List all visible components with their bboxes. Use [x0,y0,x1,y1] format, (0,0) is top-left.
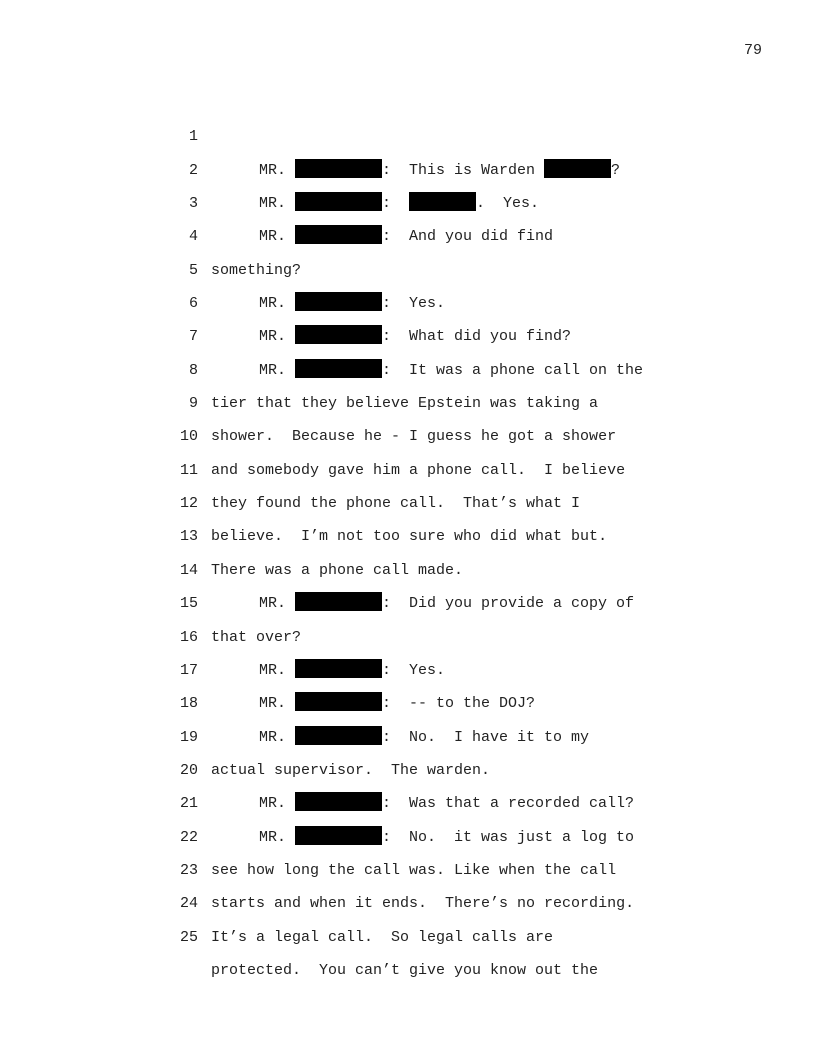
speaker-prefix: MR. [259,728,296,746]
line-text: actual supervisor. The warden. [211,761,491,779]
speaker-prefix: MR. [259,328,296,346]
speaker-prefix: MR. [259,795,296,813]
line-number: 14 [179,561,198,579]
line-number: 16 [179,628,198,646]
speaker-prefix: MR. [259,228,296,246]
line-number: 24 [179,895,198,913]
line-text: There was a phone call made. [211,561,464,579]
line-text-segment: : [382,195,410,213]
page-number: 79 [743,42,762,59]
line-text-segment: : No. I have it to my [382,728,590,746]
line-text: tier that they believe Epstein was taking a [211,395,599,413]
line-number: 13 [179,528,198,546]
line-number: 1 [188,128,198,146]
line-number: 19 [179,728,198,746]
speaker-prefix: MR. [259,695,296,713]
line-number: 9 [188,395,198,413]
speaker-prefix: MR. [259,828,296,846]
line-number: 2 [188,161,198,179]
line-number: 15 [179,595,198,613]
speaker-prefix: MR. [259,361,296,379]
line-number: 23 [179,861,198,879]
speaker-prefix: MR. [259,661,296,679]
line-text: protected. You can’t give you know out the [211,961,599,979]
line-text: It’s a legal call. So legal calls are [211,928,554,946]
line-number: 10 [179,428,198,446]
line-text-segment: : Did you provide a copy of [382,595,635,613]
line-number: 8 [188,361,198,379]
line-number: 6 [188,295,198,313]
line-number: 3 [188,195,198,213]
line-text-segment: : Was that a recorded call? [382,795,635,813]
line-text: starts and when it ends. There’s no recording. [211,895,635,913]
line-text-segment: : What did you find? [382,328,572,346]
line-text-segment: : This is Warden [382,161,545,179]
line-text-segment: : It was a phone call on the [382,361,644,379]
line-text-segment: : And you did find [382,228,554,246]
line-number: 22 [179,828,198,846]
line-number: 4 [188,228,198,246]
line-number: 11 [179,461,198,479]
line-text: they found the phone call. That’s what I [211,495,581,513]
line-number: 25 [179,928,198,946]
line-text: believe. I’m not too sure who did what but. [211,528,608,546]
line-number: 17 [179,661,198,679]
line-text: shower. Because he - I guess he got a shower [211,428,617,446]
line-text: see how long the call was. Like when the call [211,861,617,879]
line-number: 7 [188,328,198,346]
speaker-prefix: MR. [259,161,296,179]
line-text: and somebody gave him a phone call. I believe [211,461,626,479]
line-number: 21 [179,795,198,813]
line-number: 18 [179,695,198,713]
line-text-segment: . Yes. [476,195,540,213]
line-number: 5 [188,261,198,279]
speaker-prefix: MR. [259,295,296,313]
line-text-segment: : No. it was just a log to [382,828,635,846]
speaker-prefix: MR. [259,195,296,213]
transcript-body [0,87,816,979]
transcript-line [0,87,816,179]
line-number: 20 [179,761,198,779]
speaker-prefix: MR. [259,595,296,613]
line-number: 12 [179,495,198,513]
line-text: that over? [211,628,302,646]
line-text-segment: : Yes. [382,295,446,313]
line-text-segment: : Yes. [382,661,446,679]
line-text: something? [211,261,302,279]
line-text-segment: : -- to the DOJ? [382,695,536,713]
line-text-segment: ? [611,161,621,179]
